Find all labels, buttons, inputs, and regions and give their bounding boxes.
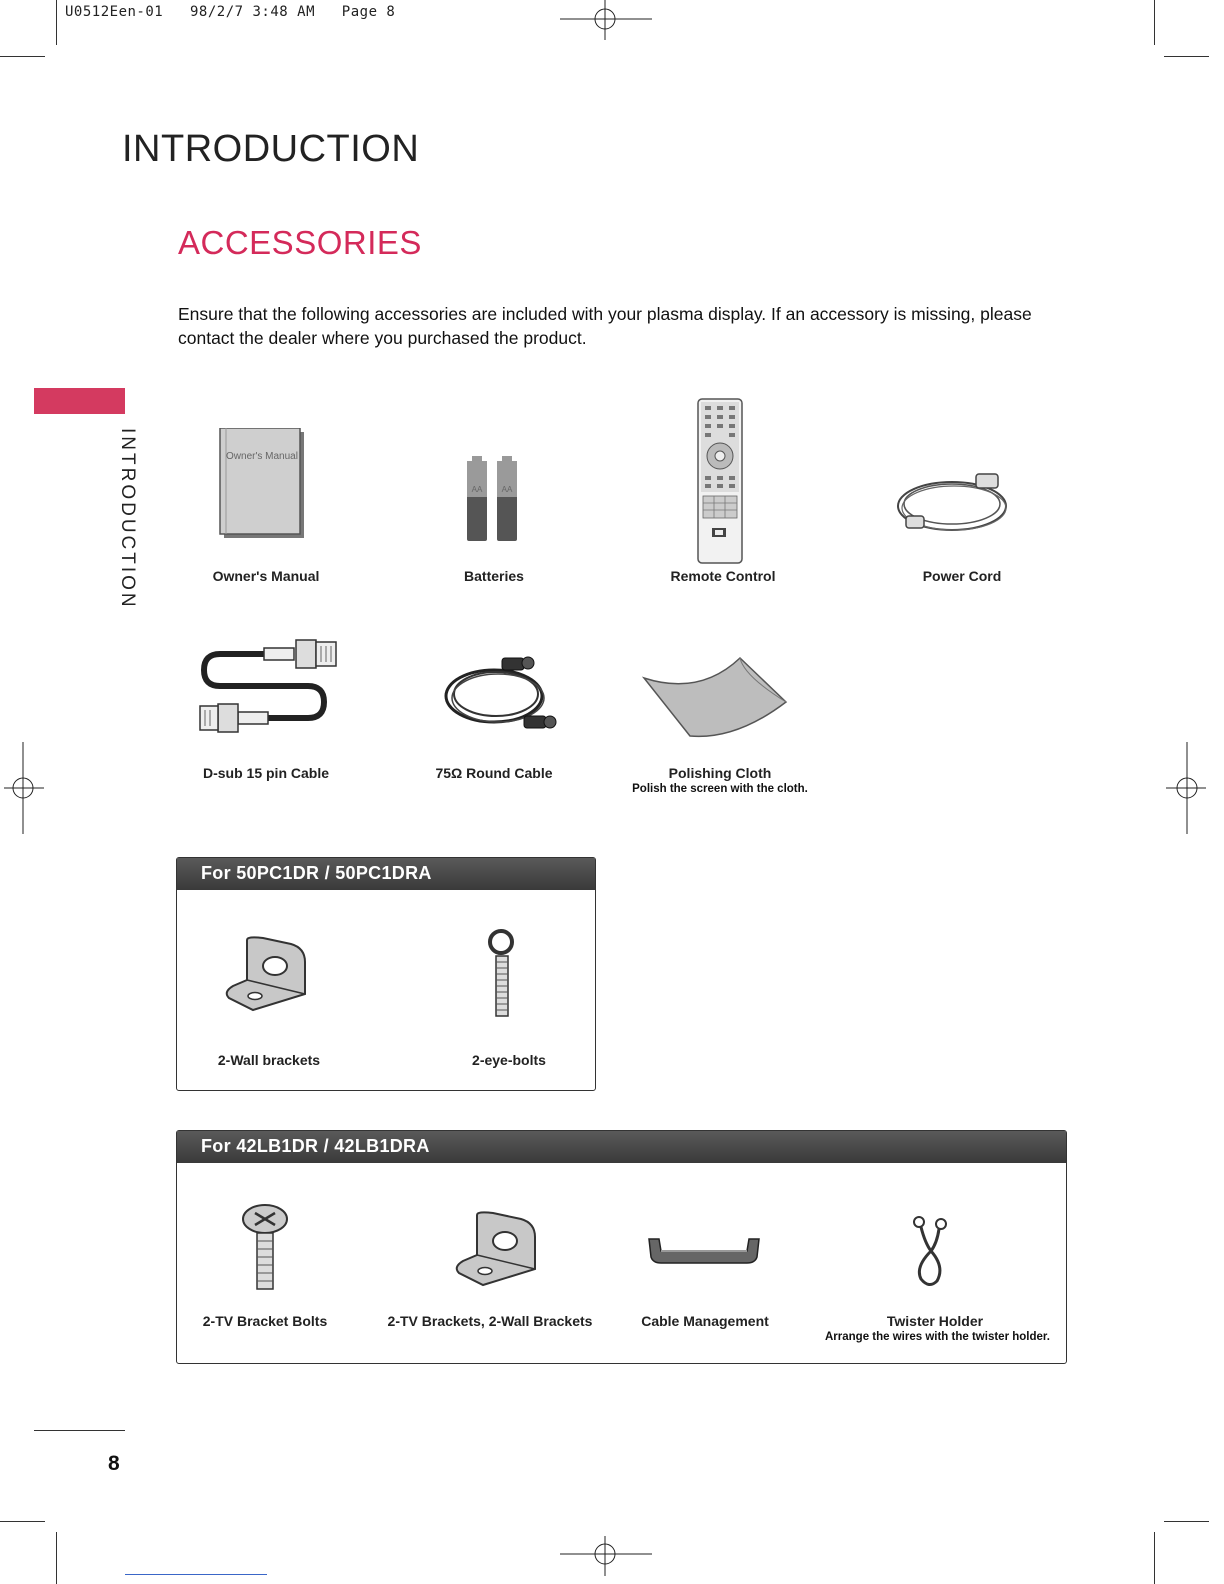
- dsub-cable-label: D-sub 15 pin Cable: [202, 765, 330, 781]
- dsub-cable-item: [186, 765, 346, 781]
- box-header: [177, 858, 595, 890]
- tv-brackets-item: [385, 1313, 595, 1329]
- box-header: [177, 1131, 1066, 1163]
- wall-bracket-icon: [223, 936, 311, 1014]
- tv-brackets-label: 2-TV Brackets, 2-Wall Brackets: [387, 1313, 593, 1329]
- batteries-label: Batteries: [464, 568, 524, 584]
- crop-mark: [1164, 1521, 1209, 1522]
- box-header-title: For 42LB1DR / 42LB1DRA: [201, 1136, 430, 1156]
- registration-mark-icon: [560, 1536, 652, 1576]
- crop-mark: [1154, 0, 1155, 45]
- owners-manual-item: [186, 568, 346, 584]
- model-42lb1dr-box: [176, 1130, 1067, 1364]
- crop-mark: [1164, 56, 1209, 57]
- eye-bolts-label: 2-eye-bolts: [472, 1052, 546, 1068]
- twister-holder-item: [825, 1313, 1050, 1343]
- twister-holder-icon: [911, 1215, 953, 1289]
- registration-mark-icon: [560, 0, 652, 40]
- remote-control-item: [643, 568, 803, 584]
- power-cord-label: Power Cord: [922, 568, 1002, 584]
- remote-control-icon: [697, 398, 745, 564]
- tv-bracket-bolt-icon: [239, 1201, 291, 1293]
- cable-management-icon: [647, 1235, 761, 1265]
- battery-text: AA: [471, 485, 483, 494]
- polishing-cloth-item: [620, 765, 820, 795]
- model-50pc1dr-box: [176, 857, 596, 1091]
- crop-mark: [0, 1521, 45, 1522]
- eye-bolts-item: [429, 1052, 589, 1068]
- side-tab-bar: [34, 388, 125, 414]
- batteries-item: [414, 568, 574, 584]
- tv-bracket-icon: [453, 1211, 541, 1289]
- crop-mark: [56, 1532, 57, 1584]
- twister-holder-label: Twister Holder: [886, 1313, 984, 1329]
- crop-mark: [0, 56, 45, 57]
- round-cable-label: 75Ω Round Cable: [435, 765, 553, 781]
- twister-holder-note: Arrange the wires with the twister holder.: [825, 1331, 1050, 1343]
- round-cable-icon: [440, 654, 558, 734]
- owners-manual-icon: [218, 428, 310, 544]
- tv-bracket-bolts-item: [185, 1313, 345, 1329]
- polishing-cloth-icon: [640, 656, 790, 738]
- polishing-cloth-label: Polishing Cloth: [668, 765, 772, 781]
- battery-text: AA: [501, 485, 513, 494]
- registration-mark-icon: [1166, 742, 1206, 834]
- section-title: ACCESSORIES: [178, 224, 422, 261]
- manual-cover-text: Owner's Manual: [226, 451, 298, 462]
- remote-control-label: Remote Control: [670, 568, 776, 584]
- crop-mark: [1154, 1532, 1155, 1584]
- print-header: U0512Een-01 98/2/7 3:48 AM Page 8: [65, 4, 396, 20]
- intro-paragraph: Ensure that the following accessories are included with your plasma display. If an accessory is missing, please contact the dealer where you purchased the product.: [178, 304, 1032, 348]
- polishing-cloth-note: Polish the screen with the cloth.: [632, 783, 808, 795]
- footer-rule: [34, 1430, 125, 1431]
- box-header-title: For 50PC1DR / 50PC1DRA: [201, 863, 432, 883]
- crop-mark: [56, 0, 57, 45]
- dsub-cable-icon: [198, 636, 344, 738]
- cable-management-label: Cable Management: [641, 1313, 769, 1329]
- power-cord-icon: [892, 466, 1016, 538]
- tv-bracket-bolts-label: 2-TV Bracket Bolts: [202, 1313, 328, 1329]
- wall-brackets-item: [189, 1052, 349, 1068]
- page-title: INTRODUCTION: [122, 128, 420, 170]
- link-underline: [125, 1574, 267, 1575]
- side-tab-label: INTRODUCTION: [117, 428, 138, 610]
- owners-manual-label: Owner's Manual: [212, 568, 320, 584]
- page-number: 8: [108, 1452, 120, 1475]
- registration-mark-icon: [4, 742, 44, 834]
- eye-bolt-icon: [483, 928, 523, 1020]
- power-cord-item: [882, 568, 1042, 584]
- wall-brackets-label: 2-Wall brackets: [217, 1052, 321, 1068]
- cable-management-item: [625, 1313, 785, 1329]
- batteries-icon: [464, 456, 524, 542]
- round-cable-item: [414, 765, 574, 781]
